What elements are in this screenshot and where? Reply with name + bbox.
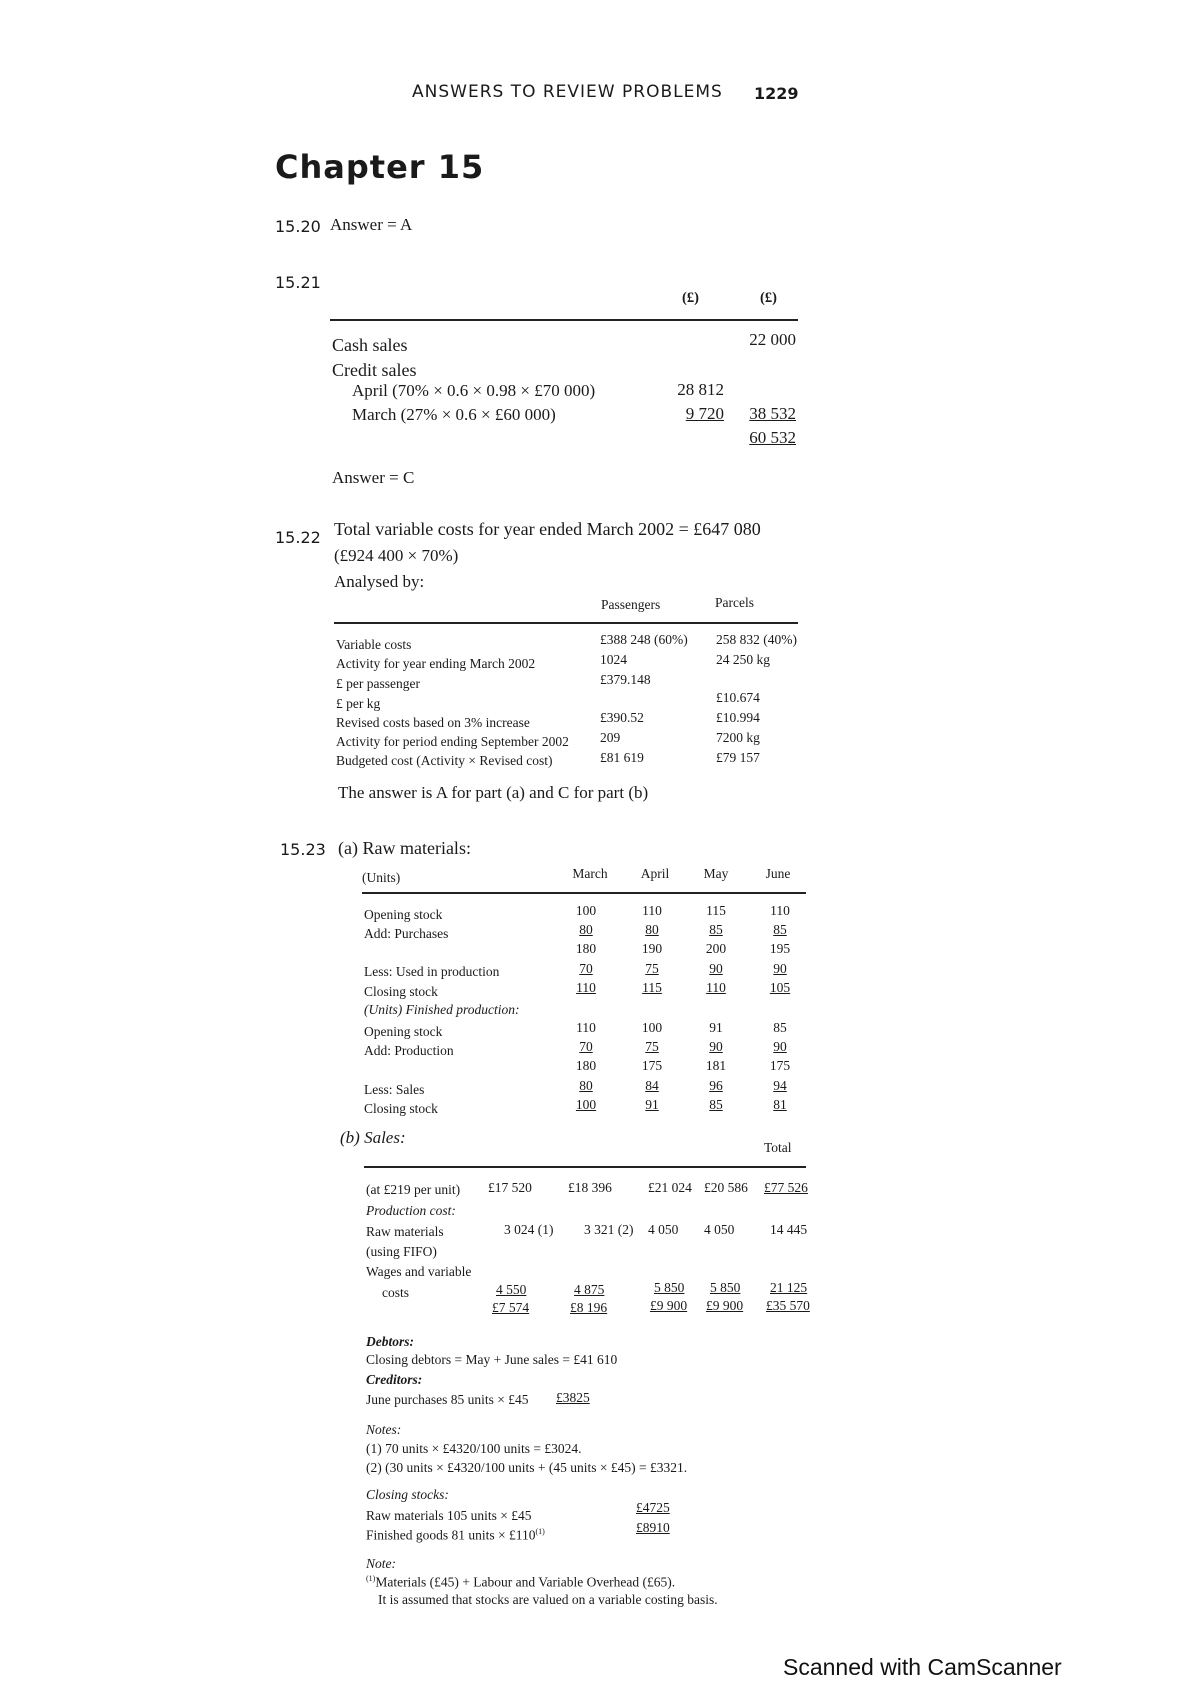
table-row-label: £ per passenger [336, 676, 420, 691]
answer-text: Answer = C [332, 468, 415, 487]
table-rule [364, 1166, 806, 1168]
table-cell: 85 [709, 1097, 723, 1112]
table-cell: £7 574 [492, 1300, 530, 1315]
table-row-label: Wages and variable [366, 1264, 472, 1279]
section-heading: Notes: [366, 1422, 402, 1437]
textbook-page [270, 0, 940, 1698]
month-header: June [765, 866, 791, 881]
table-cell: 80 [645, 922, 659, 937]
cell-value: £3825 [556, 1390, 590, 1405]
note-text: (1) 70 units × £4320/100 units = £3024. [366, 1441, 582, 1456]
table-rule [330, 319, 798, 321]
row-label: Credit sales [332, 360, 417, 380]
table-cell: 85 [709, 922, 723, 937]
table-cell: £388 248 (60%) [600, 632, 688, 647]
table-cell: £390.52 [600, 710, 644, 725]
table-cell: 75 [645, 961, 659, 976]
month-header: May [703, 866, 729, 881]
table-cell: 175 [641, 1058, 663, 1073]
table-cell: 5 850 [654, 1280, 685, 1295]
table-row-label: (using FIFO) [366, 1244, 437, 1259]
question-text: (£924 400 × 70%) [334, 546, 459, 565]
table-row-label: Activity for period ending September 2002 [336, 734, 569, 749]
table-cell: 4 050 [704, 1222, 735, 1237]
table-cell: 175 [769, 1058, 791, 1073]
table-cell: 96 [709, 1078, 723, 1093]
table-cell: 80 [579, 922, 593, 937]
answer-text: Answer = A [330, 215, 413, 234]
chapter-title: Chapter 15 [275, 148, 485, 186]
table-cell: 14 445 [770, 1222, 808, 1237]
row-label: Cash sales [332, 335, 408, 355]
note-text [366, 1574, 675, 1591]
footnote-marker: (1) [366, 1574, 376, 1583]
table-row-label: (at £219 per unit) [366, 1182, 461, 1197]
note-text: (2) (30 units × £4320/100 units + (45 units × £45) = £3321. [366, 1460, 688, 1475]
column-header: Parcels [715, 595, 754, 610]
table-row-label: Variable costs [336, 637, 412, 652]
question-text: Total variable costs for year ended March 2002 = £647 080 [334, 519, 761, 539]
table-cell: 3 321 (2) [584, 1222, 634, 1237]
body-text: Closing debtors = May + June sales = £41 610 [366, 1352, 618, 1367]
row-label: April (70% × 0.6 × 0.98 × £70 000) [352, 381, 596, 400]
table-cell: 200 [705, 941, 727, 956]
table-cell: 100 [575, 903, 597, 918]
table-cell: 190 [641, 941, 663, 956]
table-cell: 75 [645, 1039, 659, 1054]
table-cell: 110 [770, 903, 790, 918]
table-cell: 110 [642, 903, 662, 918]
table-row-label: Revised costs based on 3% increase [336, 715, 530, 730]
section-heading: Closing stocks: [366, 1487, 449, 1502]
closing-finished-text: Finished goods 81 units × £110 [366, 1527, 536, 1543]
table-cell: 84 [645, 1078, 659, 1093]
table-cell: 209 [600, 730, 621, 745]
table-row-label: Budgeted cost (Activity × Revised cost) [336, 753, 553, 768]
table-cell: 90 [709, 1039, 723, 1054]
table-cell: £10.994 [716, 710, 760, 725]
cell-value: 28 812 [677, 380, 724, 399]
question-number: 15.20 [275, 217, 321, 236]
table-cell: 110 [576, 1020, 596, 1035]
table-cell: 91 [645, 1097, 659, 1112]
table-cell: 4 875 [574, 1282, 605, 1297]
table-cell: 80 [579, 1078, 593, 1093]
column-header: Passengers [601, 597, 661, 612]
table-cell: £79 157 [716, 750, 760, 765]
row-label: March (27% × 0.6 × £60 000) [352, 405, 556, 424]
question-number: 15.23 [280, 840, 326, 859]
table-cell: 4 550 [496, 1282, 527, 1297]
cell-value: 9 720 [685, 404, 724, 423]
table-cell: 85 [773, 922, 787, 937]
note-materials: Materials (£45) + Labour and Variable Overhead (£65). [375, 1574, 676, 1590]
cell-value: 38 532 [749, 404, 796, 423]
body-text: Raw materials 105 units × £45 [366, 1508, 532, 1523]
table-cell: 105 [769, 980, 791, 995]
month-header: March [572, 866, 608, 881]
table-cell: 85 [773, 1020, 787, 1035]
table-row-label: Closing stock [364, 1101, 438, 1116]
section-heading: Creditors: [366, 1372, 423, 1387]
table-cell: £9 900 [650, 1298, 688, 1313]
question-number: 15.22 [275, 528, 321, 547]
table-cell: 4 050 [648, 1222, 679, 1237]
month-header: April [640, 866, 670, 881]
table-cell: 7200 kg [716, 730, 760, 745]
table-cell: 94 [773, 1078, 787, 1093]
page-number: 1229 [754, 84, 799, 103]
table-cell: 24 250 kg [716, 652, 770, 667]
table-cell: 110 [706, 980, 726, 995]
table-cell: 100 [641, 1020, 663, 1035]
table-cell: 110 [576, 980, 596, 995]
table-cell: 91 [709, 1020, 723, 1035]
conclusion-text: The answer is A for part (a) and C for part (b) [338, 783, 649, 802]
cell-value: £4725 [636, 1500, 670, 1515]
table-cell: £20 586 [704, 1180, 748, 1195]
body-text: June purchases 85 units × £45 [366, 1392, 529, 1407]
table-row-label: Less: Sales [364, 1082, 425, 1097]
table-cell: 100 [575, 1097, 597, 1112]
table-row-label: £ per kg [336, 696, 381, 711]
units-label: (Units) [362, 870, 401, 885]
part-heading: (b) Sales: [340, 1128, 406, 1147]
footnote-marker: (1) [535, 1527, 545, 1536]
cell-value: £8910 [636, 1520, 670, 1535]
table-cell: £10.674 [716, 690, 760, 705]
table-cell: 90 [773, 1039, 787, 1054]
table-rule [334, 622, 798, 624]
table-row-label: Activity for year ending March 2002 [336, 656, 536, 671]
table-cell: £18 396 [568, 1180, 612, 1195]
camscanner-watermark: Scanned with CamScanner [783, 1654, 1062, 1680]
table-cell: 1024 [600, 652, 627, 667]
table-rule [362, 892, 806, 894]
table-cell: 180 [575, 1058, 597, 1073]
question-number: 15.21 [275, 273, 321, 292]
table-cell: 180 [575, 941, 597, 956]
table-cell: 3 024 (1) [504, 1222, 554, 1237]
table-cell: 21 125 [770, 1280, 808, 1295]
table-cell: £81 619 [600, 750, 644, 765]
table-row-label: Add: Purchases [364, 926, 449, 941]
table-cell: £35 570 [766, 1298, 810, 1313]
table-row-label: Raw materials [366, 1224, 444, 1239]
table-cell: £77 526 [764, 1180, 808, 1195]
section-heading: Debtors: [366, 1334, 414, 1349]
table-cell: 90 [709, 961, 723, 976]
table-row-label: Opening stock [364, 1024, 443, 1039]
table-cell: 181 [705, 1058, 727, 1073]
table-row-label: Add: Production [364, 1043, 454, 1058]
body-text [366, 1527, 545, 1544]
table-cell: 258 832 (40%) [716, 632, 797, 647]
table-cell: 90 [773, 961, 787, 976]
table-row-label: Opening stock [364, 907, 443, 922]
section-heading: (Units) Finished production: [364, 1002, 520, 1017]
section-heading: Production cost: [366, 1203, 456, 1218]
table-cell: £379.148 [600, 672, 651, 687]
column-header: (£) [682, 290, 699, 306]
table-cell: 195 [769, 941, 791, 956]
column-header: (£) [760, 290, 777, 306]
table-cell: 115 [706, 903, 726, 918]
table-cell: 5 850 [710, 1280, 741, 1295]
table-cell: £17 520 [488, 1180, 532, 1195]
table-row-label: costs [382, 1285, 409, 1300]
table-row-label: Closing stock [364, 984, 438, 999]
section-heading: Note: [366, 1556, 396, 1571]
note-text: It is assumed that stocks are valued on a variable costing basis. [378, 1592, 718, 1607]
table-cell: £8 196 [570, 1300, 608, 1315]
running-header: ANSWERS TO REVIEW PROBLEMS [412, 82, 723, 102]
table-cell: 115 [642, 980, 662, 995]
cell-value: 22 000 [749, 330, 796, 349]
cell-value: 60 532 [749, 428, 796, 447]
table-cell: 70 [579, 1039, 593, 1054]
table-cell: £9 900 [706, 1298, 744, 1313]
part-heading: (a) Raw materials: [338, 838, 471, 858]
column-header: Total [764, 1140, 792, 1155]
question-text: Analysed by: [334, 572, 425, 591]
table-row-label: Less: Used in production [364, 964, 500, 979]
table-cell: £21 024 [648, 1180, 692, 1195]
table-cell: 81 [773, 1097, 787, 1112]
table-cell: 70 [579, 961, 593, 976]
